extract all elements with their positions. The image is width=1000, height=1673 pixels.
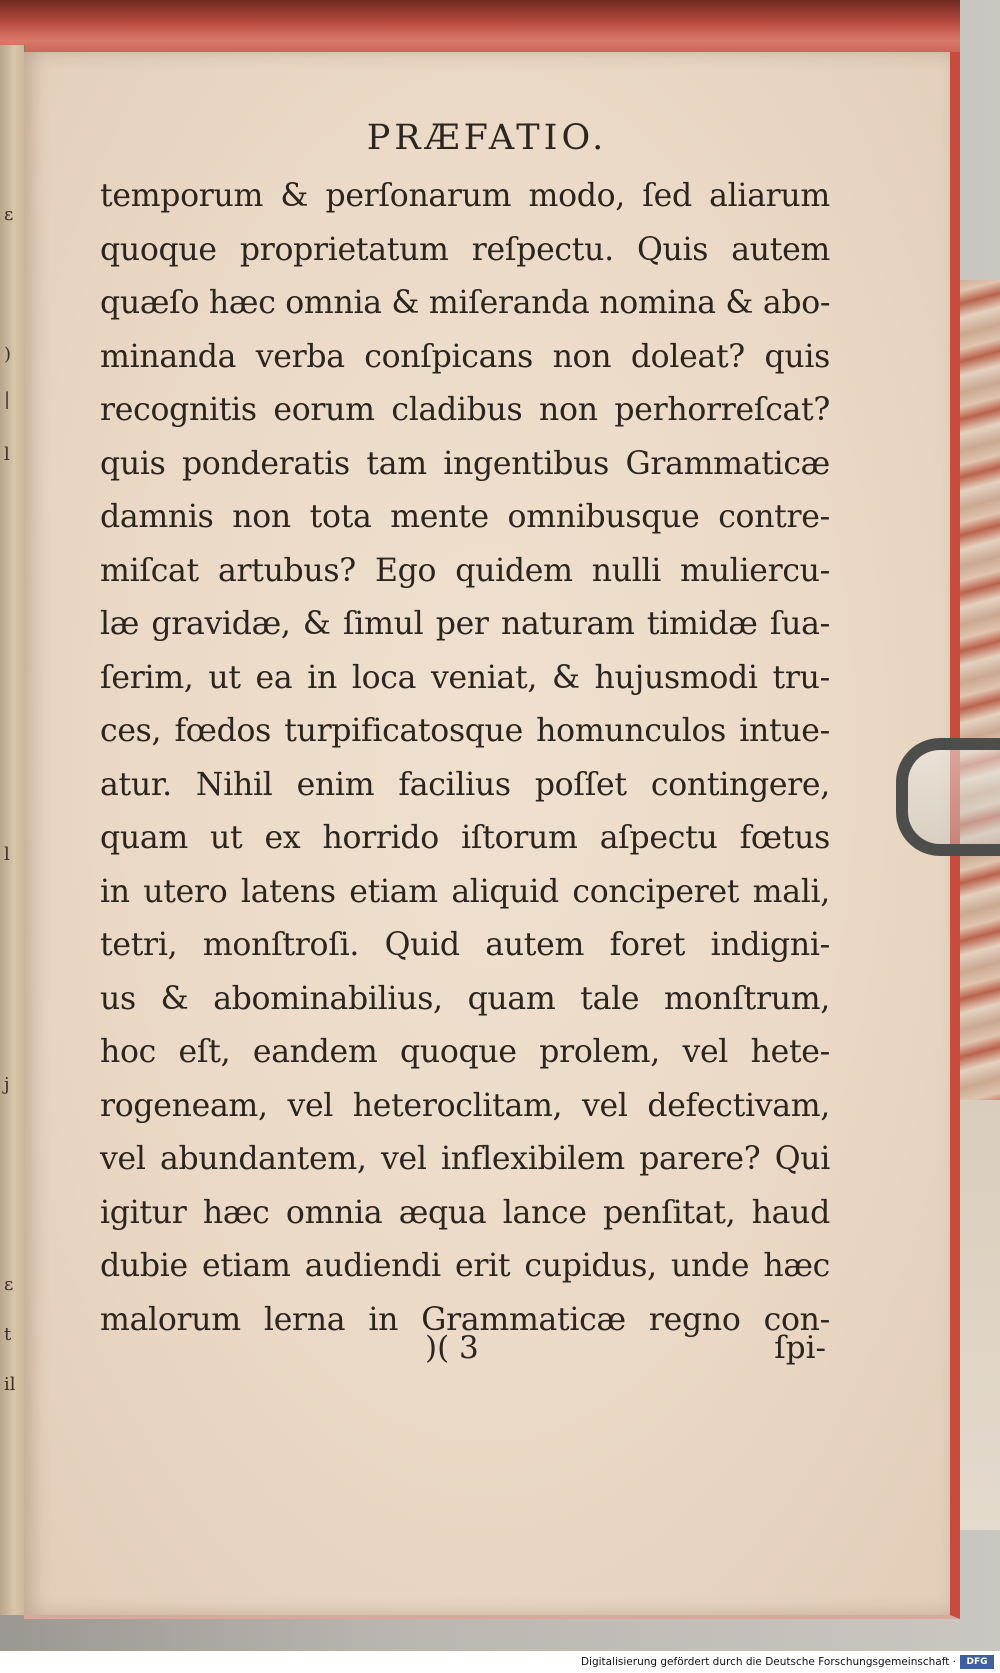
text-line: damnis non tota mente omnibusque contre- (100, 499, 830, 535)
facing-page-fragment: l (4, 444, 10, 465)
text-line: us & abominabilius, quam tale monſtrum, (100, 980, 830, 1017)
page-clip (896, 738, 1000, 856)
signature-mark: )( 3 (425, 1330, 479, 1366)
digitization-credit-text: Digitalisierung gefördert durch die Deutsche Forschungsgemeinschaft · (580, 1656, 956, 1668)
text-line: minanda verba conſpicans non doleat? quis (100, 338, 830, 375)
text-line: ſerim, ut ea in loca veniat, & hujusmodi tru- (100, 659, 830, 696)
facing-page-fragment: il (4, 1374, 16, 1395)
text-line: vel abundantem, vel inflexibilem parere? Qui (100, 1141, 830, 1177)
facing-page-fragment: t (4, 1324, 12, 1345)
book-top-edge (0, 0, 960, 58)
text-line: quam ut ex horrido iſtorum aſpectu fœtus (100, 820, 830, 856)
text-line: malorum lerna in Grammaticæ regno con- (100, 1301, 830, 1338)
facing-page-fragment: l (4, 844, 10, 865)
text-line: quæſo hæc omnia & miſeranda nomina & abo- (100, 285, 831, 321)
facing-page-edge (0, 45, 25, 1615)
text-line: in utero latens etiam aliquid conciperet mali, (100, 873, 830, 910)
facing-page-fragment: j (4, 1074, 10, 1095)
facing-page-fragment: ε (4, 204, 14, 225)
body-text (100, 170, 830, 1347)
text-line: læ gravidæ, & ſimul per naturam timidæ ſua- (100, 606, 830, 642)
page-footer-line (100, 1330, 830, 1380)
facing-page-fragment: ) (4, 344, 12, 365)
catchword: ſpi- (774, 1330, 826, 1366)
text-line: rogeneam, vel heteroclitam, vel defectivam, (100, 1087, 830, 1124)
text-line: atur. Nihil enim facilius poſſet contingere, (100, 766, 830, 803)
facing-page-fragment: | (4, 389, 11, 410)
text-line: dubie etiam audiendi erit cupidus, unde hæc (100, 1248, 830, 1284)
text-line: recognitis eorum cladibus non perhorreſcat? (100, 392, 830, 428)
dfg-logo: DFG (960, 1655, 994, 1669)
text-line: temporum & perſonarum modo, ſed aliarum (100, 178, 830, 214)
text-line: hoc eſt, eandem quoque prolem, vel hete- (100, 1034, 830, 1070)
text-line: ces, fœdos turpificatosque homunculos intue- (100, 713, 830, 749)
text-line: quis ponderatis tam ingentibus Grammaticæ (100, 445, 830, 482)
facing-page-fragment: ε (4, 1274, 14, 1295)
text-line: miſcat artubus? Ego quidem nulli muliercu- (100, 552, 830, 589)
running-head: PRÆFATIO. (366, 118, 608, 158)
text-line: tetri, monſtroſi. Quid autem foret indigni- (100, 927, 830, 963)
text-line: quoque proprietatum reſpectu. Quis autem (100, 231, 830, 268)
digitization-credit-bar (0, 1651, 1000, 1673)
text-line: igitur hæc omnia æqua lance penſitat, haud (100, 1194, 830, 1231)
